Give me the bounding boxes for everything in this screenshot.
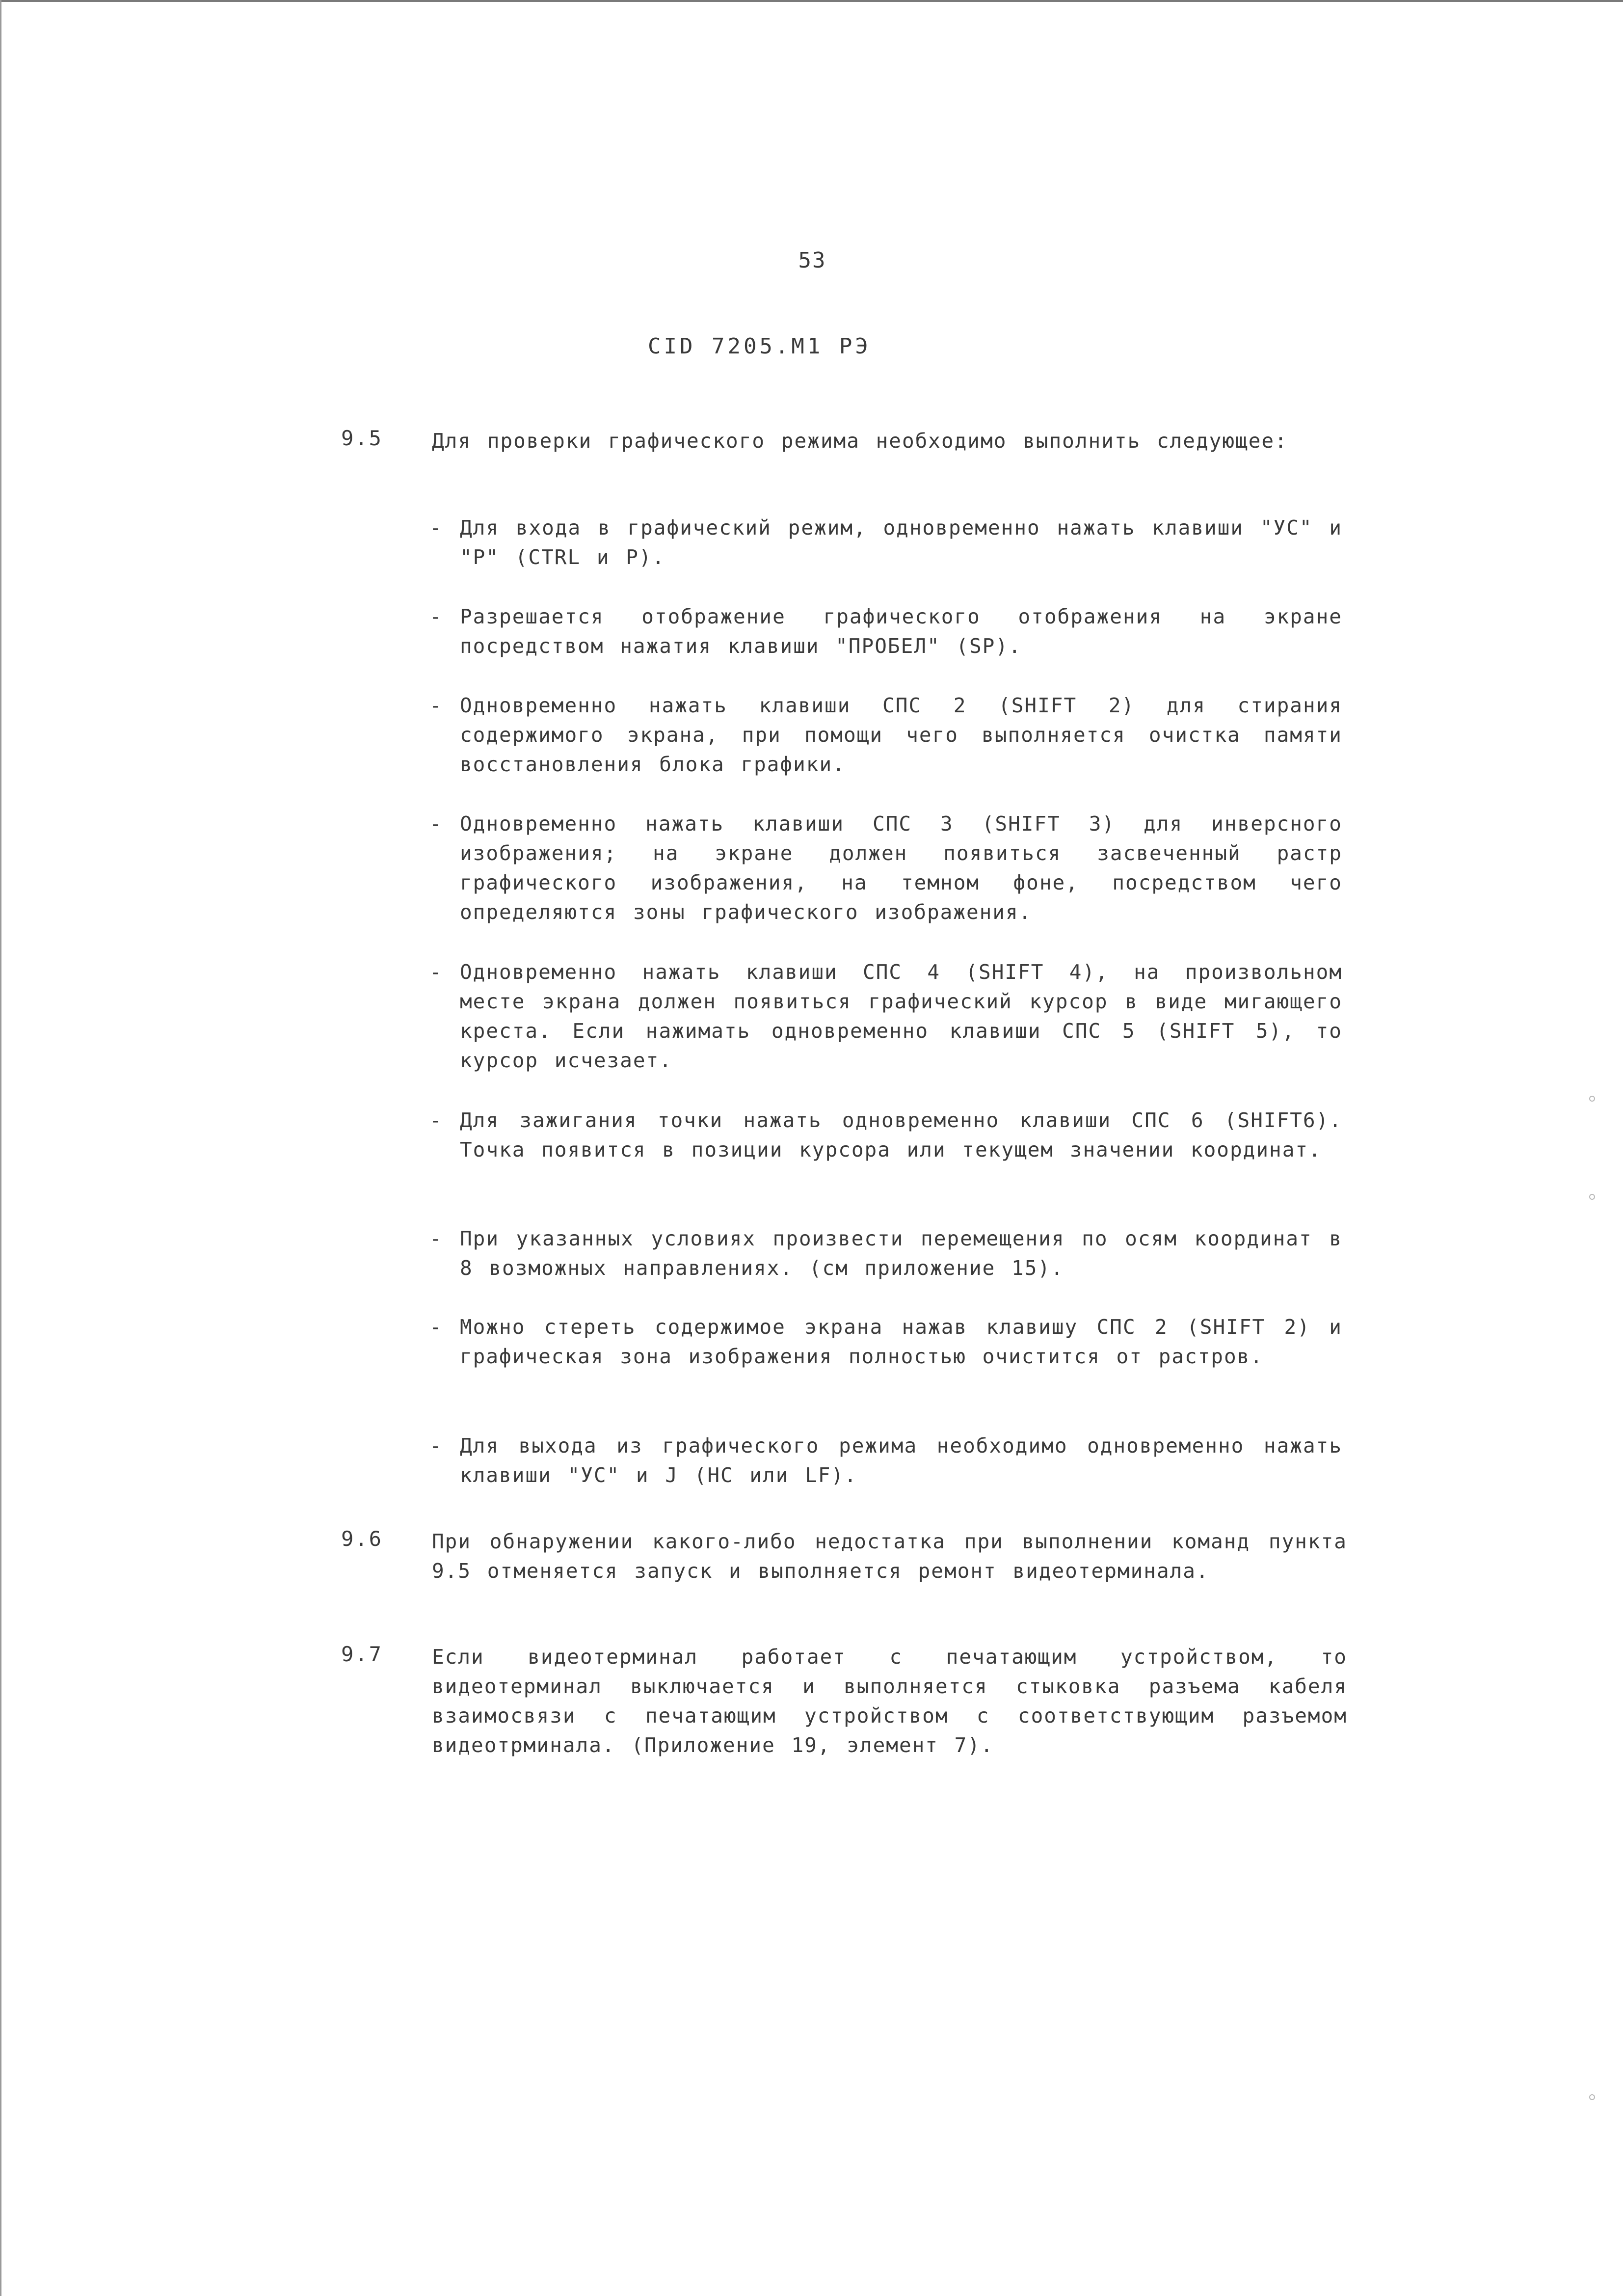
section-text: Для проверки графического режима необходимо выполнить следующее: [432, 429, 1288, 453]
list-dash: - [429, 694, 442, 717]
list-item-text: Одновременно нажать клавиши СПС 4 (SHIFT 4), на произвольном месте экрана должен появиться графический курсор в виде мигающего креста. Если нажимать одновременно клавиши СПС 5 (SHIFT 5), то курсор исчезает. [460, 960, 1342, 1072]
section-text: При обнаружении какого-либо недостатка при выполнении команд пункта 9.5 отменяется запуск и выполняется ремонт видеотерминала. [432, 1530, 1347, 1583]
list-item-text: Для зажигания точки нажать одновременно клавиши СПС 6 (SHIFT6). Точка появится в позиции курсора или текущем значении координат. [460, 1108, 1342, 1162]
list-dash: - [429, 812, 442, 836]
list-item-text: Можно стереть содержимое экрана нажав клавишу СПС 2 (SHIFT 2) и графическая зона изображения полностью очистится от растров. [460, 1315, 1342, 1368]
scan-edge-left [0, 0, 1, 2296]
list-dash: - [429, 1227, 442, 1250]
list-item-text: Одновременно нажать клавиши СПС 2 (SHIFT 2) для стирания содержимого экрана, при помощи чего выполняется очистка памяти восстановления блока графики. [460, 694, 1342, 776]
scan-mark [1589, 1194, 1595, 1200]
list-item-text: Для выхода из графического режима необходимо одновременно нажать клавиши "УС" и J (HC или LF). [460, 1434, 1342, 1487]
page-number: 53 [798, 248, 826, 273]
section-number: 9.6 [341, 1527, 383, 1551]
list-item-text: Для входа в графический режим, одновременно нажать клавиши "УС" и "Р" (CTRL и P). [460, 516, 1342, 569]
document-code: CID 7205.M1 РЭ [648, 334, 871, 359]
list-dash: - [429, 1108, 442, 1132]
list-dash: - [429, 1315, 442, 1339]
scan-mark [1589, 1096, 1595, 1102]
list-item-text: Одновременно нажать клавиши СПС 3 (SHIFT 3) для инверсного изображения; на экране должен появиться засвеченный растр графического изображения, на темном фоне, посредством чего определяются зоны графического изображения. [460, 812, 1342, 924]
section-text: Если видеотерминал работает с печатающим устройством, то видеотерминал выключается и выполняется стыковка разъема кабеля взаимосвязи с печатающим устройством с соответствующим разъемом видеотрминала. (Приложение 19, элемент 7). [432, 1645, 1347, 1757]
list-item-text: При указанных условиях произвести перемещения по осям координат в 8 возможных направлениях. (см приложение 15). [460, 1227, 1342, 1280]
section-number: 9.5 [341, 426, 383, 450]
scan-mark [1589, 2094, 1595, 2100]
list-dash: - [429, 960, 442, 984]
list-item-text: Разрешается отображение графического отображения на экране посредством нажатия клавиши "ПРОБЕЛ" (SP). [460, 605, 1342, 658]
section-number: 9.7 [341, 1642, 383, 1666]
list-dash: - [429, 516, 442, 540]
list-dash: - [429, 605, 442, 628]
list-dash: - [429, 1434, 442, 1458]
scan-edge-top [0, 0, 1623, 2]
